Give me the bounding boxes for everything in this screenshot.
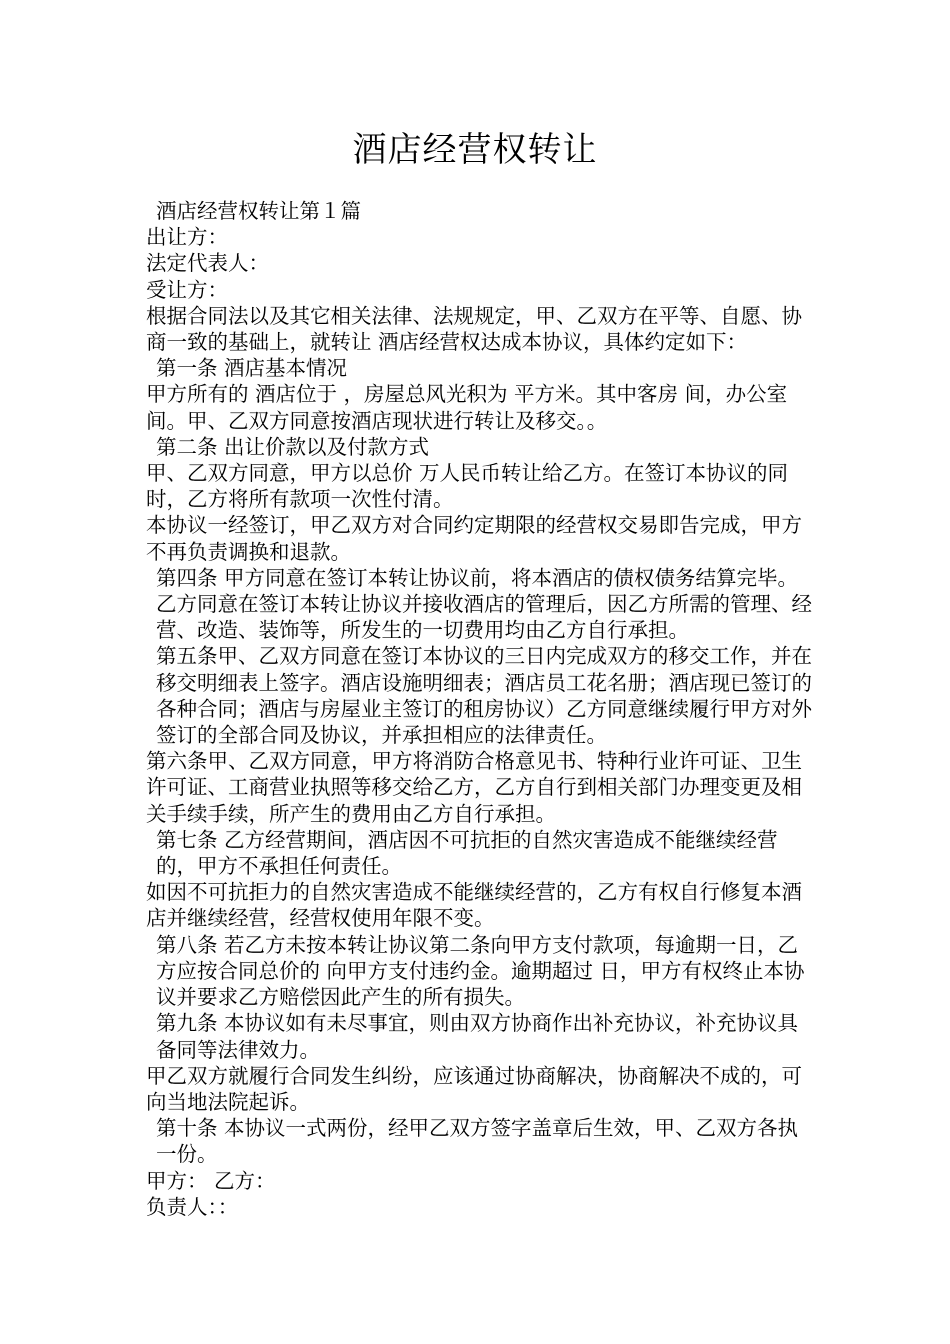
paragraph-article-5: 第五条甲、乙双方同意在签订本协议的三日内完成双方的移交工作，并在移交明细表上签字。酒店设施明细表；酒店员工花名册；酒店现已签订的各种合同；酒店与房屋业主签订的租房协议）乙方同意继续履行甲方对外签订的全部合同及协议，并承担相应的法律责任。 (156, 644, 812, 748)
paragraph-transferor: 出让方： (146, 225, 228, 250)
paragraph-subtitle: 酒店经营权转让第１篇 (156, 199, 361, 223)
paragraph-legal-representative: 法定代表人： (146, 251, 269, 276)
paragraph-article-8: 第八条 若乙方未按本转让协议第二条向甲方支付款项，每逾期一日，乙方应按合同总价的 向甲方支付违约金。逾期超过 日，甲方有权终止本协议并要求乙方赔偿因此产生的所有损失。 (156, 932, 805, 1010)
paragraph-preamble: 根据合同法以及其它相关法律、法规规定，甲、乙双方在平等、自愿、协商一致的基础上，就转让 酒店经营权达成本协议，具体约定如下： (146, 303, 802, 355)
paragraph-transferee: 受让方： (146, 277, 228, 302)
paragraph-responsible-person: 负责人：： (146, 1194, 239, 1219)
paragraph-article-2-heading: 第二条 出让价款以及付款方式 (156, 434, 430, 459)
document-title: 酒店经营权转让 (352, 130, 598, 170)
paragraph-completion: 本协议一经签订，甲乙双方对合同约定期限的经营权交易即告完成，甲方不再负责调换和退款。 (146, 513, 802, 564)
paragraph-dispute: 甲乙双方就履行合同发生纠纷，应该通过协商解决，协商解决不成的，可向当地法院起诉。 (146, 1063, 802, 1114)
paragraph-article-2-body: 甲、乙双方同意，甲方以总价 万人民币转让给乙方。在签订本协议的同时，乙方将所有款项一次性付清。 (146, 461, 789, 512)
paragraph-article-4: 第四条 甲方同意在签订本转让协议前，将本酒店的债权债务结算完毕。乙方同意在签订本转让协议并接收酒店的管理后，因乙方所需的管理、经营、改造、装饰等，所发生的一切费用均由乙方自行承担。 (156, 565, 812, 643)
paragraph-article-7: 第七条 乙方经营期间，酒店因不可抗拒的自然灾害造成不能继续经营的，甲方不承担任何责任。 (156, 827, 778, 879)
paragraph-force-majeure: 如因不可抗拒力的自然灾害造成不能继续经营的，乙方有权自行修复本酒店并继续经营，经营权使用年限不变。 (146, 880, 802, 931)
document-body (146, 198, 814, 1220)
paragraph-article-10: 第十条 本协议一式两份，经甲乙双方签字盖章后生效，甲、乙双方各执一份。 (156, 1116, 799, 1167)
paragraph-article-1-heading: 第一条 酒店基本情况 (156, 356, 348, 381)
paragraph-article-9: 第九条 本协议如有未尽事宜，则由双方协商作出补充协议，补充协议具备同等法律效力。 (156, 1011, 799, 1062)
paragraph-article-6: 第六条甲、乙双方同意，甲方将消防合格意见书、特种行业许可证、卫生许可证、工商营业执照等移交给乙方，乙方自行到相关部门办理变更及相关手续手续，所产生的费用由乙方自行承担。 (146, 749, 802, 826)
paragraph-parties-signature: 甲方： 乙方： (146, 1168, 276, 1193)
paragraph-article-1-body: 甲方所有的 酒店位于 ，房屋总风光积为 平方米。其中客房 间，办公室 间。甲、乙双方同意按酒店现状进行转让及移交。。 (146, 382, 788, 433)
